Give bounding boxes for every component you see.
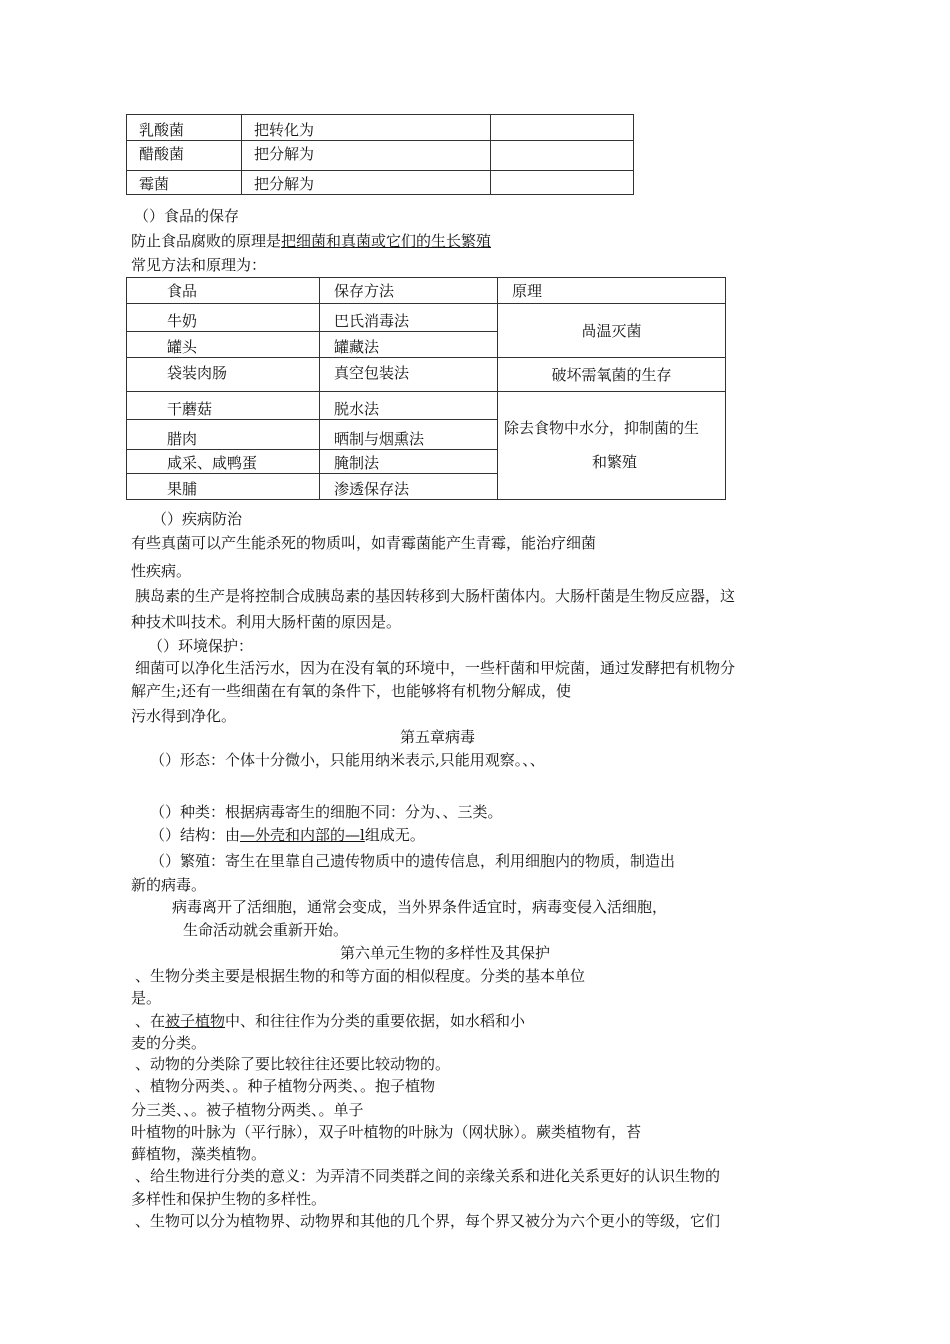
paragraph-line: 胰岛素的生产是将控制合成胰岛素的基因转移到大肠杆菌体内。大肠杆菌是生物反应器，这 <box>135 587 736 605</box>
table-cell: 醋酸菌 <box>127 141 242 171</box>
structure-line <box>150 825 425 845</box>
principle-prefix: 防止食品腐败的原理是 <box>131 232 282 250</box>
table-header: 原理 <box>498 278 726 304</box>
paragraph-line <box>135 1011 525 1031</box>
paragraph-line: 性疾病。 <box>131 562 192 580</box>
methods-intro: 常见方法和原理为： <box>131 256 267 274</box>
paragraph-line: 是。 <box>131 989 162 1007</box>
paragraph-line: （）繁殖：寄生在里靠自己遗传物质中的遗传信息，利用细胞内的物质，制造出 <box>150 852 676 870</box>
section-heading: （）环境保护： <box>148 637 254 655</box>
paragraph-line: 麦的分类。 <box>131 1034 207 1052</box>
paragraph-line: （）种类：根据病毒寄生的细胞不同：分为、、三类。 <box>150 803 503 821</box>
paragraph-line: 有些真菌可以产生能杀死的物质叫，如青霉菌能产生青霉，能治疗细菌 <box>131 534 597 552</box>
paragraph-line: 、生物分类主要是根据生物的和等方面的相似程度。分类的基本单位 <box>135 967 586 985</box>
p2-prefix: 、在 <box>135 1012 166 1030</box>
bacteria-table <box>126 114 634 195</box>
paragraph-line: 解产生;还有一些细菌在有氧的条件下，也能够将有机物分解成，使 <box>131 682 572 700</box>
preservation-table <box>126 277 726 500</box>
paragraph-line: 、生物可以分为植物界、动物界和其他的几个界，每个界又被分为六个更小的等级，它们 <box>135 1212 721 1230</box>
table-cell: 渗透保存法 <box>320 474 498 500</box>
table-cell: 巴氏消毒法 <box>320 304 498 332</box>
table-cell: 罐头 <box>127 332 320 358</box>
paragraph-line: 病毒离开了活细胞，通常会变成，当外界条件适宜时，病毒变侵入活细胞， <box>172 898 668 916</box>
table-cell: 果脯 <box>127 474 320 500</box>
paragraph-line: 分三类、、。被子植物分两类、。单子 <box>131 1101 364 1119</box>
structure-prefix: （）结构：由 <box>150 826 241 844</box>
table-cell: 腌制法 <box>320 450 498 474</box>
principle-underlined: 把细菌和真菌或它们的生长繁殖 <box>281 232 492 250</box>
unit-title: 第六单元生物的多样性及其保护 <box>340 944 551 962</box>
paragraph-line: 叶植物的叶脉为（平行脉），双子叶植物的叶脉为（网状脉）。蕨类植物有，苔 <box>131 1123 642 1141</box>
table-cell: 破坏需氧菌的生存 <box>498 358 726 392</box>
paragraph-line: 新的病毒。 <box>131 876 207 894</box>
paragraph-line: 多样性和保护生物的多样性。 <box>131 1190 327 1208</box>
table-cell: 把分解为 <box>242 141 491 171</box>
paragraph-line: 生命活动就会重新开始。 <box>183 921 349 939</box>
structure-underlined: —外壳和内部的—l <box>240 826 365 844</box>
table-cell <box>491 141 634 171</box>
table-header: 保存方法 <box>320 278 498 304</box>
paragraph-line: 、动物的分类除了要比较往往还要比较动物的。 <box>135 1055 451 1073</box>
p2-underlined: 被子植物 <box>165 1012 226 1030</box>
principle-line <box>131 231 491 251</box>
table-cell: 霉菌 <box>127 171 242 195</box>
paragraph-line: 、给生物进行分类的意义：为弄清不同类群之间的亲缘关系和进化关系更好的认识生物的 <box>135 1167 721 1185</box>
table-cell: 乳酸菌 <box>127 115 242 141</box>
table-cell: 把转化为 <box>242 115 491 141</box>
table-cell: 牛奶 <box>127 304 320 332</box>
table-cell: 咸采、咸鸭蛋 <box>127 450 320 474</box>
p2-suffix: 中、和往往作为分类的重要依据，如水稻和小 <box>225 1012 526 1030</box>
paragraph-line: 细菌可以净化生活污水，因为在没有氧的环境中，一些杆菌和甲烷菌，通过发酵把有机物分 <box>135 659 736 677</box>
principle-line-b: 和繁殖 <box>591 453 637 471</box>
section-heading: （）食品的保存 <box>134 207 240 225</box>
table-cell: 晒制与烟熏法 <box>320 420 498 450</box>
chapter-title: 第五章病毒 <box>400 728 476 746</box>
table-cell <box>498 392 726 500</box>
paragraph-line: （）形态：个体十分微小，只能用纳米表示,只能用观察。、、 <box>150 751 545 769</box>
table-cell: 罐藏法 <box>320 332 498 358</box>
table-cell: 真空包装法 <box>320 358 498 392</box>
table-cell: 把分解为 <box>242 171 491 195</box>
table-cell: 干蘑菇 <box>127 392 320 420</box>
table-cell: 袋装肉肠 <box>127 358 320 392</box>
paragraph-line: 、植物分两类、。种子植物分两类、。抱子植物 <box>135 1077 436 1095</box>
paragraph-line: 种技术叫技术。利用大肠杆菌的原因是。 <box>131 613 402 631</box>
paragraph-line: 污水得到净化。 <box>131 707 237 725</box>
table-cell: 脱水法 <box>320 392 498 420</box>
table-cell <box>491 115 634 141</box>
table-cell <box>491 171 634 195</box>
principle-line-a: 除去食物中水分，抑制菌的生 <box>504 419 700 437</box>
structure-suffix: 组成无。 <box>364 826 425 844</box>
table-cell: 腊肉 <box>127 420 320 450</box>
section-heading: （）疾病防治 <box>152 510 243 528</box>
table-cell: 咼温灭菌 <box>498 304 726 358</box>
paragraph-line: 藓植物，藻类植物。 <box>131 1145 267 1163</box>
table-header: 食品 <box>127 278 320 304</box>
